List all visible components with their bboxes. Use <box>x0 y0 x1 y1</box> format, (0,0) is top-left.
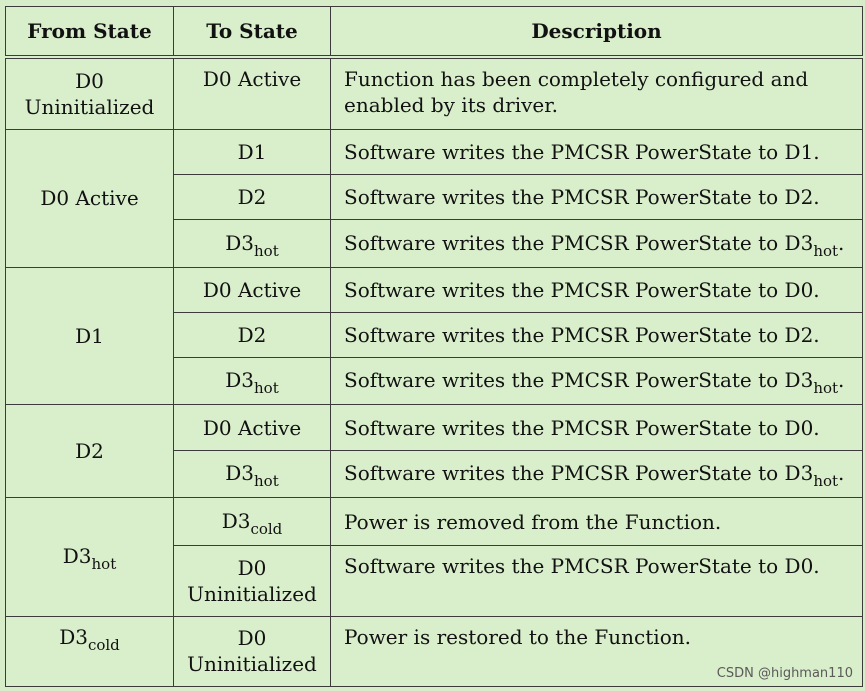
header-from-state: From State <box>6 7 174 58</box>
description-line: Function has been completely configured and <box>344 67 809 91</box>
description-cell <box>331 57 863 129</box>
description-cell: Power is removed from the Function. <box>331 497 863 545</box>
description-cell: Software writes the PMCSR PowerState to D0. <box>331 405 863 450</box>
to-state-cell <box>174 616 331 686</box>
state-subscript: hot <box>254 471 279 490</box>
description-cell <box>331 358 863 405</box>
description-cell <box>331 220 863 267</box>
state-subscript: hot <box>254 241 279 260</box>
from-state-cell <box>6 616 174 686</box>
header-description: Description <box>331 7 863 58</box>
description-text: Software writes the PMCSR PowerState to D3 <box>344 460 814 485</box>
description-cell: Software writes the PMCSR PowerState to D1. <box>331 129 863 174</box>
to-state-cell: D0 Active <box>174 267 331 312</box>
description-cell: Software writes the PMCSR PowerState to D2. <box>331 175 863 220</box>
state-subscript: hot <box>254 379 279 398</box>
to-state-cell: D2 <box>174 175 331 220</box>
description-cell <box>331 450 863 497</box>
power-state-transition-table <box>5 6 863 687</box>
to-state-cell <box>174 546 331 616</box>
to-state-line: Uninitialized <box>187 652 317 677</box>
state-name: D3 <box>59 624 88 649</box>
table-row <box>6 57 863 129</box>
description-cell: Software writes the PMCSR PowerState to D2. <box>331 312 863 357</box>
to-state-line: D0 <box>237 555 267 580</box>
state-name: D3 <box>225 230 255 255</box>
state-name: D3 <box>62 543 92 568</box>
to-state-line: Uninitialized <box>187 581 317 606</box>
from-state-line: D0 <box>75 68 104 93</box>
from-state-cell: D0 Active <box>6 129 174 267</box>
description-cell: Software writes the PMCSR PowerState to D0. <box>331 546 863 616</box>
watermark: CSDN @highman110 <box>716 666 853 681</box>
to-state-cell: D1 <box>174 129 331 174</box>
to-state-cell: D2 <box>174 312 331 357</box>
description-cell: Power is restored to the Function. <box>331 616 863 686</box>
from-state-cell: D2 <box>6 405 174 498</box>
description-line: enabled by its driver. <box>344 93 558 117</box>
to-state-cell: D0 Active <box>174 57 331 129</box>
header-row <box>6 7 863 58</box>
from-state-cell <box>6 497 174 616</box>
state-subscript: hot <box>91 554 117 573</box>
description-period: . <box>838 460 845 485</box>
description-period: . <box>838 230 845 255</box>
state-subscript: cold <box>87 635 120 654</box>
description-subscript: hot <box>813 241 839 260</box>
state-name: D3 <box>225 460 255 485</box>
to-state-cell <box>174 497 331 545</box>
from-state-line: Uninitialized <box>24 94 155 119</box>
from-state-cell: D1 <box>6 267 174 405</box>
table-row <box>6 267 863 312</box>
state-name: D3 <box>221 508 251 533</box>
table-row <box>6 497 863 545</box>
to-state-cell <box>174 220 331 267</box>
state-subscript: cold <box>250 519 283 538</box>
description-period: . <box>838 368 845 393</box>
table-row <box>6 129 863 174</box>
to-state-cell: D0 Active <box>174 405 331 450</box>
state-name: D3 <box>225 368 255 393</box>
description-subscript: hot <box>813 471 839 490</box>
table-row <box>6 405 863 450</box>
header-to-state: To State <box>174 7 331 58</box>
to-state-cell <box>174 450 331 497</box>
to-state-cell <box>174 358 331 405</box>
from-state-cell <box>6 57 174 129</box>
to-state-line: D0 <box>237 626 267 651</box>
description-subscript: hot <box>813 379 839 398</box>
description-text: Software writes the PMCSR PowerState to D3 <box>344 368 814 393</box>
description-cell: Software writes the PMCSR PowerState to D0. <box>331 267 863 312</box>
description-text: Software writes the PMCSR PowerState to D3 <box>344 230 814 255</box>
